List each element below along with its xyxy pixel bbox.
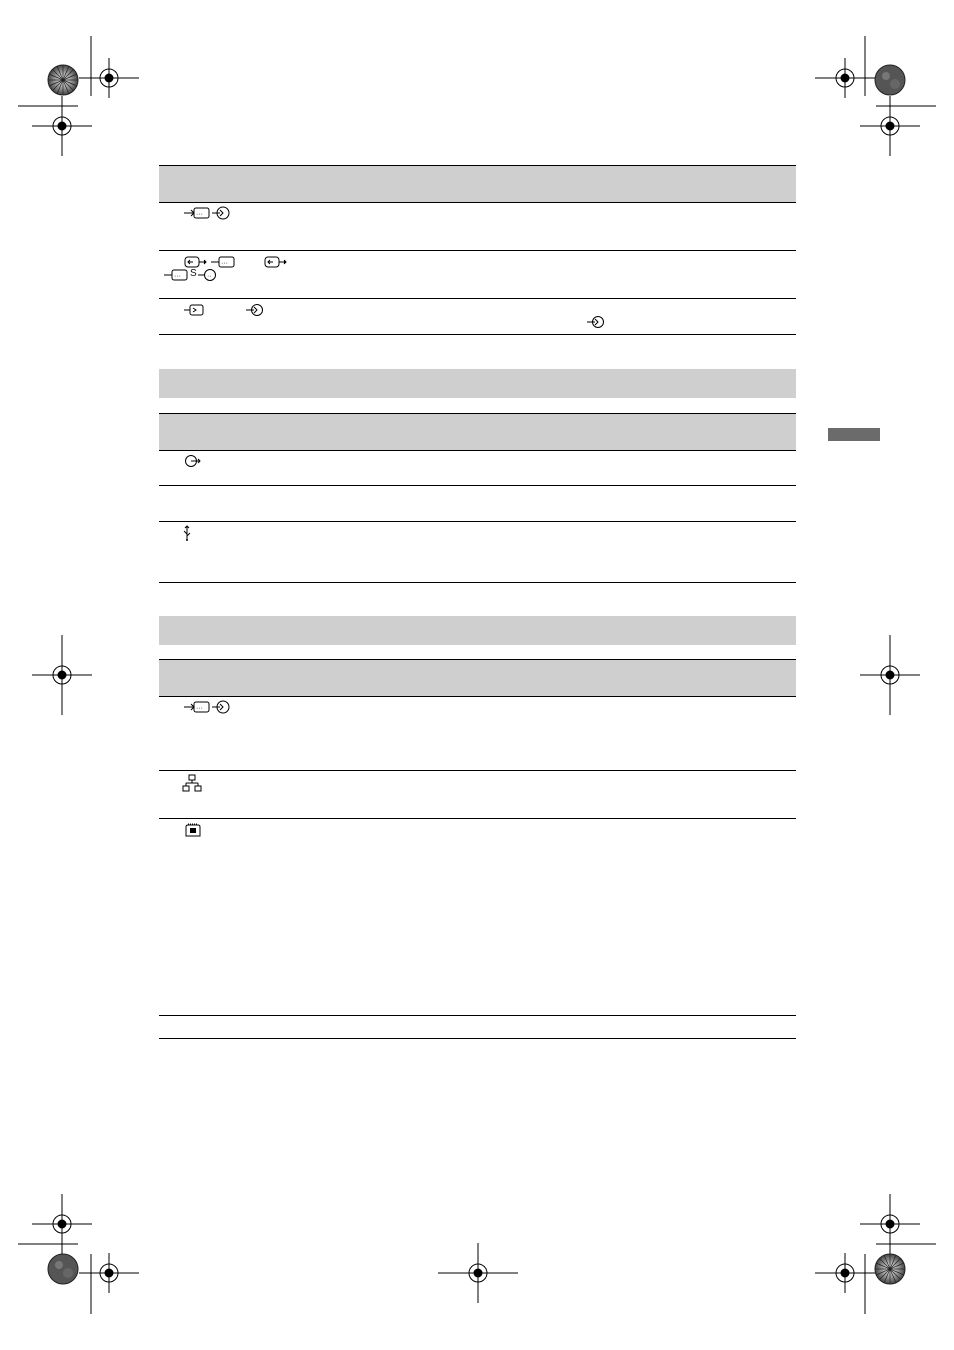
registration-target-right-top: [860, 96, 920, 156]
registration-target-top-left-1: [79, 58, 139, 98]
av-input-icon: [212, 699, 230, 715]
registration-target-right-bottom: [860, 1194, 920, 1254]
star-target-top-left: [47, 64, 79, 96]
table1-bottom-rule: [159, 334, 796, 335]
table3-bottom-rule: [159, 1038, 796, 1039]
s-video-label: S: [190, 268, 197, 279]
registration-target-right-mid: [860, 635, 920, 715]
av-inout-icon: [184, 256, 208, 268]
table2-row1-rule: [159, 485, 796, 486]
table2-header-bottom-rule: [159, 450, 796, 451]
table3-header-top-rule: [159, 659, 796, 660]
table1-row1-rule: [159, 250, 796, 251]
svg-text:···: ···: [196, 705, 203, 712]
section3-title-band: [159, 616, 796, 645]
star-target-bottom-right: [874, 1253, 906, 1285]
table3-row2-rule: [159, 818, 796, 819]
audio-output-icon: [184, 454, 202, 468]
registration-target-left-bottom: [32, 1194, 92, 1254]
gray-target-top-right: [874, 64, 906, 96]
table1-header-top-rule: [159, 165, 796, 166]
av-input-icon: [212, 205, 230, 221]
hdmi-input-icon: [211, 256, 235, 268]
registration-target-left-mid: [32, 635, 92, 715]
registration-target-bottom-center: [438, 1243, 518, 1303]
gray-target-bottom-left: [47, 1253, 79, 1285]
table3-header-band: [159, 659, 796, 696]
cam-slot-icon: [184, 823, 202, 837]
table3-header-bottom-rule: [159, 696, 796, 697]
svg-text:···: ···: [221, 260, 228, 267]
table1-row2-rule: [159, 298, 796, 299]
hdmi-input-icon: [164, 269, 188, 281]
svg-text:···: ···: [196, 211, 203, 218]
registration-target-bottom-right: [815, 1253, 875, 1293]
section-tab-marker: [828, 428, 880, 441]
table1-header-bottom-rule: [159, 202, 796, 203]
table2-header-band: [159, 413, 796, 450]
component-input-icon: [184, 304, 204, 316]
s-video-input-icon: [198, 269, 218, 281]
hdmi-input-icon: [184, 700, 210, 714]
registration-target-bottom-left: [79, 1253, 139, 1293]
registration-target-left-top: [32, 96, 92, 156]
table1-header-band: [159, 165, 796, 202]
section2-title-band: [159, 369, 796, 398]
av-inout-icon: [264, 256, 288, 268]
svg-text:···: ···: [174, 273, 181, 280]
table3-row3-rule: [159, 1015, 796, 1016]
av-input-icon: [246, 303, 264, 317]
table2-header-top-rule: [159, 413, 796, 414]
registration-target-top-right-1: [815, 58, 875, 98]
av-input-icon: [587, 315, 605, 329]
table2-row2-rule: [159, 521, 796, 522]
svg-text:··: ··: [207, 273, 212, 280]
lan-icon: [182, 774, 202, 792]
table3-row1-rule: [159, 770, 796, 771]
hdmi-input-icon: [184, 206, 210, 220]
table2-bottom-rule: [159, 582, 796, 583]
usb-icon: [182, 525, 192, 541]
